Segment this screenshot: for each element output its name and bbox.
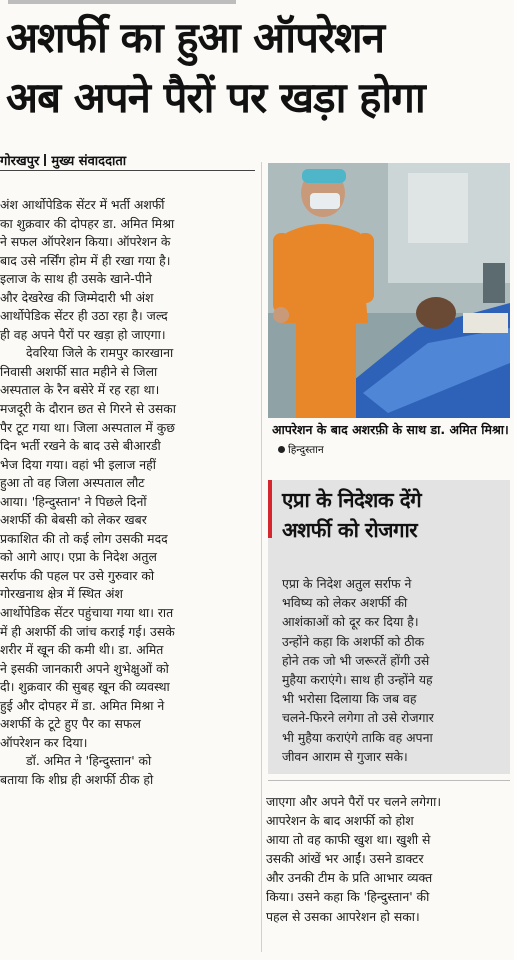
text-line: सर्राफ की पहल पर उसे गुरुवार को [0,567,155,583]
text-line: भी भरोसा दिलाया कि जब वह [282,691,417,707]
text-line: किया। उसने कहा कि 'हिन्दुस्तान' की [266,889,430,905]
text-line: उसकी आंखें भर आईं। उसने डाक्टर [266,851,424,867]
sidebar-title-line-2: अशर्फी को रोजगार [282,518,418,542]
text-line: आर्थोपेडिक सेंटर पहुंचाया गया था। रात [0,605,174,621]
text-line: निवासी अशर्फी सात महीने से जिला [0,363,158,379]
text-line: का शुक्रवार की दोपहर डा. अमित मिश्रा [0,215,175,231]
article-right-continuation [266,792,510,926]
sidebar-box [268,480,510,774]
text-line: मुहैया कराएंगे। साथ ही उन्होंने यह [282,671,433,687]
text-line: अशर्फी के टूटे हुए पैर का सफल [0,716,141,732]
headline-line-1: अशर्फी का हुआ ऑपरेशन [6,13,385,62]
text-line: में ही अशर्फी की जांच कराई गई। उसके [0,623,175,639]
photo-illustration [268,163,510,418]
byline-place: गोरखपुर [0,154,40,169]
text-line: दी। शुक्रवार की सुबह खून की व्यवस्था [0,679,170,695]
text-line: बताया कि शीघ्र ही अशर्फी ठीक हो [0,771,154,787]
sidebar-title-line-1: एप्रा के निदेशक देंगे [282,488,422,512]
text-line: चलने-फिरने लगेगा तो उसे रोजगार [282,710,434,726]
byline-author: मुख्य संवाददाता [51,154,127,169]
text-line: जीवन आराम से गुजार सके। [282,748,408,764]
column-divider [261,162,262,952]
byline [0,151,255,169]
text-line: भविष्य को लेकर अशर्फी की [282,595,408,611]
sidebar-accent-bar [268,480,272,538]
text-line: अंश आर्थोपेडिक सेंटर में भर्ती अशर्फी [0,197,165,212]
text-line: ने इसकी जानकारी अपने शुभेक्षुओं को [0,660,169,676]
article-photo [268,163,510,418]
photo-credit [278,444,324,456]
credit-bullet-icon [278,446,285,453]
text-line: ने सफल ऑपरेशन किया। ऑपरेशन के [0,234,171,250]
text-line: पहल से उसका आपरेशन हो सका। [266,908,420,924]
text-line: ऑपरेशन कर दिया। [0,734,88,750]
text-line: उन्होंने कहा कि अशर्फी को ठीक [282,633,425,649]
text-line: गोरखनाथ क्षेत्र में स्थित अंश [0,586,123,602]
text-line: एप्रा के निदेश अतुल सर्राफ ने [282,576,412,591]
text-line: भेज दिया गया। वहां भी इलाज नहीं [0,456,156,472]
text-line: आया। 'हिन्दुस्तान' ने पिछले दिनों [0,493,147,509]
text-line: को आगे आए। एप्रा के निदेश अतुल [0,549,157,565]
text-line: दिन भर्ती रखने के बाद उसे बीआरडी [0,438,161,454]
text-line: देवरिया जिले के रामपुर कारखाना [26,345,174,361]
photo-caption [272,420,512,460]
text-line: आया तो वह काफी खुश था। खुशी से [266,832,431,848]
text-line: शरीर में खून की कमी थी। डा. अमित [0,642,164,658]
top-rule [8,0,236,4]
text-line: और उनकी टीम के प्रति आभार व्यक्त [266,870,433,886]
text-line: और देखरेख की जिम्मेदारी भी अंश [0,289,154,305]
byline-separator [44,154,46,166]
text-line: हुआ तो वह जिला अस्पताल लौट [0,475,145,491]
text-line: बाद उसे नर्सिंग होम में ही रखा गया है। [0,252,171,268]
text-line: आशंकाओं को दूर कर दिया है। [282,614,419,630]
text-line: पैर टूट गया था। जिला अस्पताल में कुछ [0,419,175,435]
text-line: जाएगा और अपने पैरों पर चलने लगेगा। [266,794,442,809]
text-line: ही वह अपने पैरों पर खड़ा हो जाएगा। [0,326,166,342]
text-line: भी मुहैया कराएंगे ताकि वह अपना [282,729,433,745]
text-line: मजदूरी के दौरान छत से गिरने से उसका [0,401,177,417]
photo-caption-text: आपरेशन के बाद अशरफ़ी के साथ डा. अमित मिश्रा। [272,422,509,437]
text-line: आपरेशन के बाद अशर्फी को होश [266,813,414,829]
text-line: आर्थोपेडिक सेंटर ही उठा रहा है। जल्द [0,308,168,324]
text-line: अस्पताल के रैन बसेरे में रह रहा था। [0,382,160,398]
sidebar-body [282,574,504,766]
article-left-column [0,196,254,790]
headline-line-2: अब अपने पैरों पर खड़ा होगा [6,73,425,122]
text-line: प्रकाशित की तो कई लोग उसकी मदद [0,530,168,546]
text-line: होने तक जो भी जरूरतें होंगी उसे [282,652,430,668]
sidebar-bottom-rule [268,780,510,781]
byline-rule [0,170,255,171]
text-line: डॉ. अमित ने 'हिन्दुस्तान' को [26,753,152,769]
text-line: इलाज के साथ ही उसके खाने-पीने [0,271,152,287]
photo-credit-text: हिन्दुस्तान [288,444,324,456]
text-line: अशर्फी की बेबसी को लेकर खबर [0,512,147,528]
text-line: हुई और दोपहर में डा. अमित मिश्रा ने [0,697,165,713]
